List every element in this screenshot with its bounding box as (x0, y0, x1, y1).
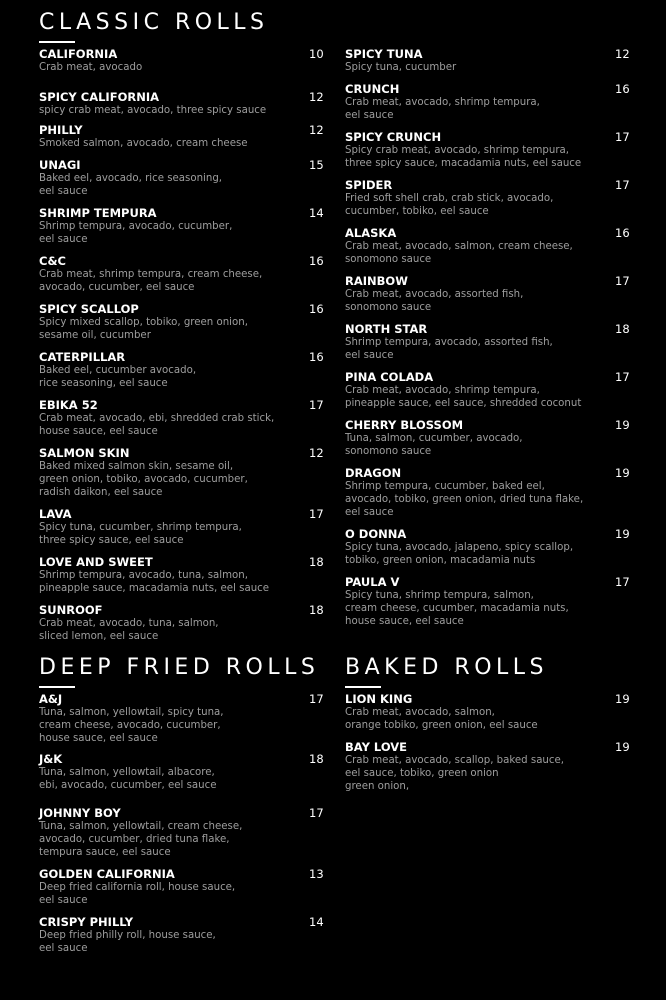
menu-item-name: DRAGON (345, 466, 402, 480)
menu-item-description: Spicy tuna, shrimp tempura, salmon, cream cheese, cucumber, macadamia nuts, house sauce, eel sauce (345, 590, 569, 627)
menu-item-price: 13 (309, 867, 324, 881)
menu-item-price: 19 (615, 740, 630, 754)
menu-item (39, 350, 322, 390)
menu-item-description: Crab meat, shrimp tempura, cream cheese, avocado, cucumber, eel sauce (39, 269, 263, 293)
menu-item-name: LION KING (345, 692, 413, 706)
menu-item-price: 17 (309, 398, 324, 412)
menu-item-price: 10 (309, 47, 324, 61)
menu-item-name: PAULA V (345, 575, 400, 589)
menu-item-name: C&C (39, 254, 66, 268)
menu-item-price: 17 (309, 507, 324, 521)
menu-item (39, 90, 322, 117)
menu-item-name: JOHNNY BOY (39, 806, 121, 820)
menu-item-name: SPICY CALIFORNIA (39, 90, 159, 104)
baked-rolls-section (345, 655, 630, 792)
menu-item-description: Shrimp tempura, avocado, tuna, salmon, pineapple sauce, macadamia nuts, eel sauce (39, 570, 270, 594)
menu-item-name: GOLDEN CALIFORNIA (39, 867, 175, 881)
menu-item-description: Baked mixed salmon skin, sesame oil, green onion, tobiko, avocado, cucumber, radish daikon, eel sauce (39, 461, 248, 498)
menu-item-description: Crab meat, avocado, salmon, orange tobiko, green onion, eel sauce (345, 707, 538, 731)
menu-item-price: 16 (615, 226, 630, 240)
menu-item-price: 19 (615, 466, 630, 480)
menu-item-name: BAY LOVE (345, 740, 408, 754)
menu-item-description: Spicy tuna, avocado, jalapeno, spicy scallop, tobiko, green onion, macadamia nuts (345, 542, 574, 566)
menu-item-price: 19 (615, 527, 630, 541)
menu-item-price: 17 (309, 806, 324, 820)
menu-item (345, 466, 628, 519)
menu-item (345, 47, 628, 74)
menu-item-price: 12 (309, 446, 324, 460)
menu-item-name: CALIFORNIA (39, 47, 118, 61)
menu-item-price: 17 (615, 575, 630, 589)
menu-item-price: 16 (309, 350, 324, 364)
menu-item-price: 15 (309, 158, 324, 172)
menu-item-description: Crab meat, avocado, assorted fish, sonomono sauce (345, 289, 524, 313)
menu-item-name: SPICY SCALLOP (39, 302, 139, 316)
menu-item-description: Crab meat, avocado, shrimp tempura, pineapple sauce, eel sauce, shredded coconut (345, 385, 582, 409)
menu-item (345, 130, 628, 170)
menu-item (345, 692, 628, 732)
menu-item (345, 226, 628, 266)
menu-item (39, 507, 322, 547)
menu-item (39, 692, 322, 745)
classic-rolls-section (39, 10, 324, 642)
menu-item-description: Smoked salmon, avocado, cream cheese (39, 138, 248, 149)
deep-fried-rolls-section (39, 655, 324, 954)
menu-item-price: 17 (615, 274, 630, 288)
menu-item-price: 17 (615, 130, 630, 144)
menu-item-price: 18 (309, 555, 324, 569)
menu-item (345, 178, 628, 218)
menu-item-description: Spicy mixed scallop, tobiko, green onion, sesame oil, cucumber (39, 317, 248, 341)
menu-item-name: NORTH STAR (345, 322, 428, 336)
menu-item-name: SPICY CRUNCH (345, 130, 442, 144)
menu-item (39, 158, 322, 198)
menu-item-name: CRUNCH (345, 82, 400, 96)
menu-item (39, 206, 322, 246)
menu-item-price: 19 (615, 418, 630, 432)
menu-item (345, 82, 628, 122)
menu-item-description: Shrimp tempura, cucumber, baked eel, avocado, tobiko, green onion, dried tuna flake, eel sauce (345, 481, 584, 518)
menu-item-name: PHILLY (39, 123, 83, 137)
menu-item-description: Tuna, salmon, yellowtail, cream cheese, avocado, cucumber, dried tuna flake, tempura sauce, eel sauce (39, 821, 243, 858)
menu-item (39, 752, 322, 792)
menu-item-name: UNAGI (39, 158, 81, 172)
menu-item-name: SPICY TUNA (345, 47, 423, 61)
menu-item (345, 274, 628, 314)
menu-item-name: CATERPILLAR (39, 350, 126, 364)
menu-item-price: 16 (309, 254, 324, 268)
menu-item-name: SALMON SKIN (39, 446, 130, 460)
menu-item-description: Crab meat, avocado, tuna, salmon, sliced lemon, eel sauce (39, 618, 219, 642)
menu-item-price: 18 (615, 322, 630, 336)
menu-item (39, 603, 322, 643)
menu-item-description: Spicy crab meat, avocado, shrimp tempura, three spicy sauce, macadamia nuts, eel sauce (345, 145, 582, 169)
menu-item-description: Spicy tuna, cucumber, shrimp tempura, three spicy sauce, eel sauce (39, 522, 242, 546)
menu-item (39, 555, 322, 595)
menu-item-description: Baked eel, avocado, rice seasoning, eel sauce (39, 173, 223, 197)
menu-item (345, 322, 628, 362)
menu-item-price: 14 (309, 206, 324, 220)
menu-item-description: Deep fried philly roll, house sauce, eel sauce (39, 930, 216, 954)
menu-item-name: EBIKA 52 (39, 398, 98, 412)
menu-item-description: Crab meat, avocado, shrimp tempura, eel sauce (345, 97, 540, 121)
menu-item-description: Crab meat, avocado (39, 62, 143, 73)
section-title: DEEP FRIED ROLLS (39, 655, 320, 680)
menu-item-name: CRISPY PHILLY (39, 915, 134, 929)
menu-item-price: 16 (615, 82, 630, 96)
section-title: CLASSIC ROLLS (39, 10, 269, 35)
menu-item (39, 123, 322, 150)
menu-item-price: 17 (309, 692, 324, 706)
section-title: BAKED ROLLS (345, 655, 548, 680)
menu-item-description: Deep fried california roll, house sauce, eel sauce (39, 882, 236, 906)
menu-item-description: Tuna, salmon, yellowtail, spicy tuna, cream cheese, avocado, cucumber, house sauce, eel sauce (39, 707, 224, 744)
title-underline (345, 686, 381, 688)
menu-item-price: 12 (309, 90, 324, 104)
menu-item-price: 12 (309, 123, 324, 137)
menu-item-name: O DONNA (345, 527, 407, 541)
menu-item (39, 915, 322, 955)
menu-item-name: LAVA (39, 507, 72, 521)
menu-item-name: ALASKA (345, 226, 397, 240)
menu-item-name: J&K (39, 752, 63, 766)
menu-item-price: 17 (615, 178, 630, 192)
menu-item (39, 446, 322, 499)
menu-item-description: Spicy tuna, cucumber (345, 62, 457, 73)
menu-item-name: SPIDER (345, 178, 393, 192)
menu-item-price: 17 (615, 370, 630, 384)
title-underline (39, 686, 75, 688)
menu-item (39, 47, 322, 74)
menu-item-name: A&J (39, 692, 63, 706)
menu-item (345, 370, 628, 410)
menu-item-name: PINA COLADA (345, 370, 434, 384)
menu-item-name: LOVE AND SWEET (39, 555, 153, 569)
menu-item-price: 18 (309, 603, 324, 617)
menu-item (345, 527, 628, 567)
menu-item (345, 575, 628, 628)
menu-item-name: CHERRY BLOSSOM (345, 418, 464, 432)
menu-item-description: Baked eel, cucumber avocado, rice seasoning, eel sauce (39, 365, 197, 389)
menu-item-name: RAINBOW (345, 274, 408, 288)
menu-item-name: SUNROOF (39, 603, 103, 617)
menu-item-description: Crab meat, avocado, scallop, baked sauce, eel sauce, tobiko, green onion green onion, (345, 755, 565, 792)
menu-item-description: Tuna, salmon, cucumber, avocado, sonomono sauce (345, 433, 523, 457)
menu-item-description: Shrimp tempura, avocado, assorted fish, eel sauce (345, 337, 553, 361)
menu-item-description: spicy crab meat, avocado, three spicy sauce (39, 105, 267, 116)
menu-item-description: Shrimp tempura, avocado, cucumber, eel sauce (39, 221, 233, 245)
menu-item (39, 302, 322, 342)
menu-item-price: 16 (309, 302, 324, 316)
menu-item (39, 254, 322, 294)
menu-item-price: 19 (615, 692, 630, 706)
menu-item (39, 806, 322, 859)
menu-item (345, 740, 628, 793)
menu-item-description: Crab meat, avocado, salmon, cream cheese, sonomono sauce (345, 241, 573, 265)
menu-item-name: SHRIMP TEMPURA (39, 206, 157, 220)
menu-item-price: 14 (309, 915, 324, 929)
title-underline (39, 41, 75, 43)
menu-item-description: Fried soft shell crab, crab stick, avocado, cucumber, tobiko, eel sauce (345, 193, 554, 217)
menu-item (39, 867, 322, 907)
menu-item-description: Crab meat, avocado, ebi, shredded crab stick, house sauce, eel sauce (39, 413, 275, 437)
menu-item (345, 418, 628, 458)
menu-item-price: 12 (615, 47, 630, 61)
menu-item-description: Tuna, salmon, yellowtail, albacore, ebi, avocado, cucumber, eel sauce (39, 767, 217, 791)
menu-item (39, 398, 322, 438)
menu-item-price: 18 (309, 752, 324, 766)
